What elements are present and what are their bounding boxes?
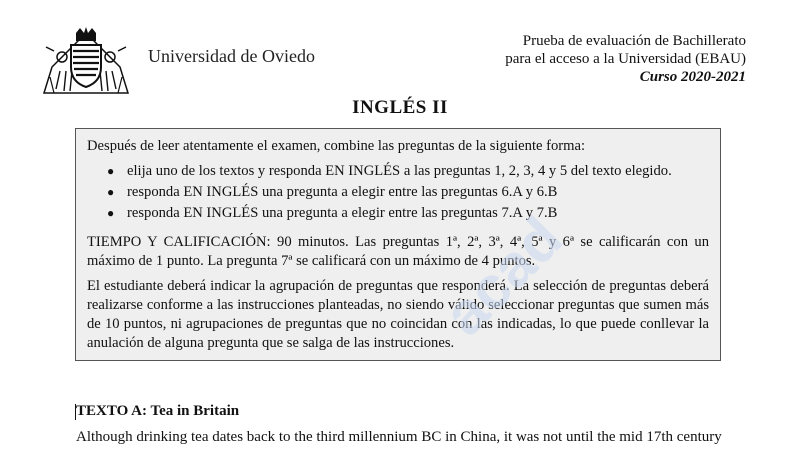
university-coat-of-arms-logo [40,27,132,97]
text-a-heading: TEXTO A: Tea in Britain [76,403,240,419]
instruction-item [107,204,709,223]
course-year: Curso 2020-2021 [639,69,746,85]
instruction-text: responda EN INGLÉS una pregunta a elegir entre las preguntas 6.A y 6.B [127,184,558,200]
exam-info [446,32,746,86]
time-and-grading: TIEMPO Y CALIFICACIÓN: 90 minutos. Las preguntas 1ª, 2ª, 3ª, 4ª, 5ª y 6ª se calificarán con un máximo de 1 punto. La pregunta 7ª se calificará con un máximo de 4 puntos. [87,234,709,269]
bullet-icon: ● [107,206,115,220]
student-selection-note: El estudiante deberá indicar la agrupación de preguntas que responderá. La selección de preguntas deberá realizarse conforme a las instrucciones planteadas, no siendo válido seleccionar preguntas que sumen más de 10 puntos, ni agrupaciones de preguntas que no coincidan con las indicadas, lo que puede conllevar la anulación de alguna pregunta que se salga de las instrucciones. [87,278,709,351]
exam-name-line1: Prueba de evaluación de Bachillerato [522,33,746,49]
instruction-text: responda EN INGLÉS una pregunta a elegir entre las preguntas 7.A y 7.B [127,205,558,221]
exam-title: INGLÉS II [352,97,448,118]
instructions-list [87,162,709,223]
watermark: acad [430,203,575,349]
instructions-box [75,128,721,361]
bullet-icon: ● [107,164,115,178]
bullet-icon: ● [107,185,115,199]
university-name: Universidad de Oviedo [148,46,315,66]
instruction-item [107,162,709,181]
text-a-body: Although drinking tea dates back to the third millennium BC in China, it was not until the mid 17th century [76,429,722,445]
instructions-intro: Después de leer atentamente el examen, combine las preguntas de la siguiente forma: [87,138,586,154]
instruction-item [107,183,709,202]
exam-name-line2: para el acceso a la Universidad (EBAU) [505,51,746,67]
instruction-text: elija uno de los textos y responda EN INGLÉS a las preguntas 1, 2, 3, 4 y 5 del texto elegido. [127,163,672,179]
